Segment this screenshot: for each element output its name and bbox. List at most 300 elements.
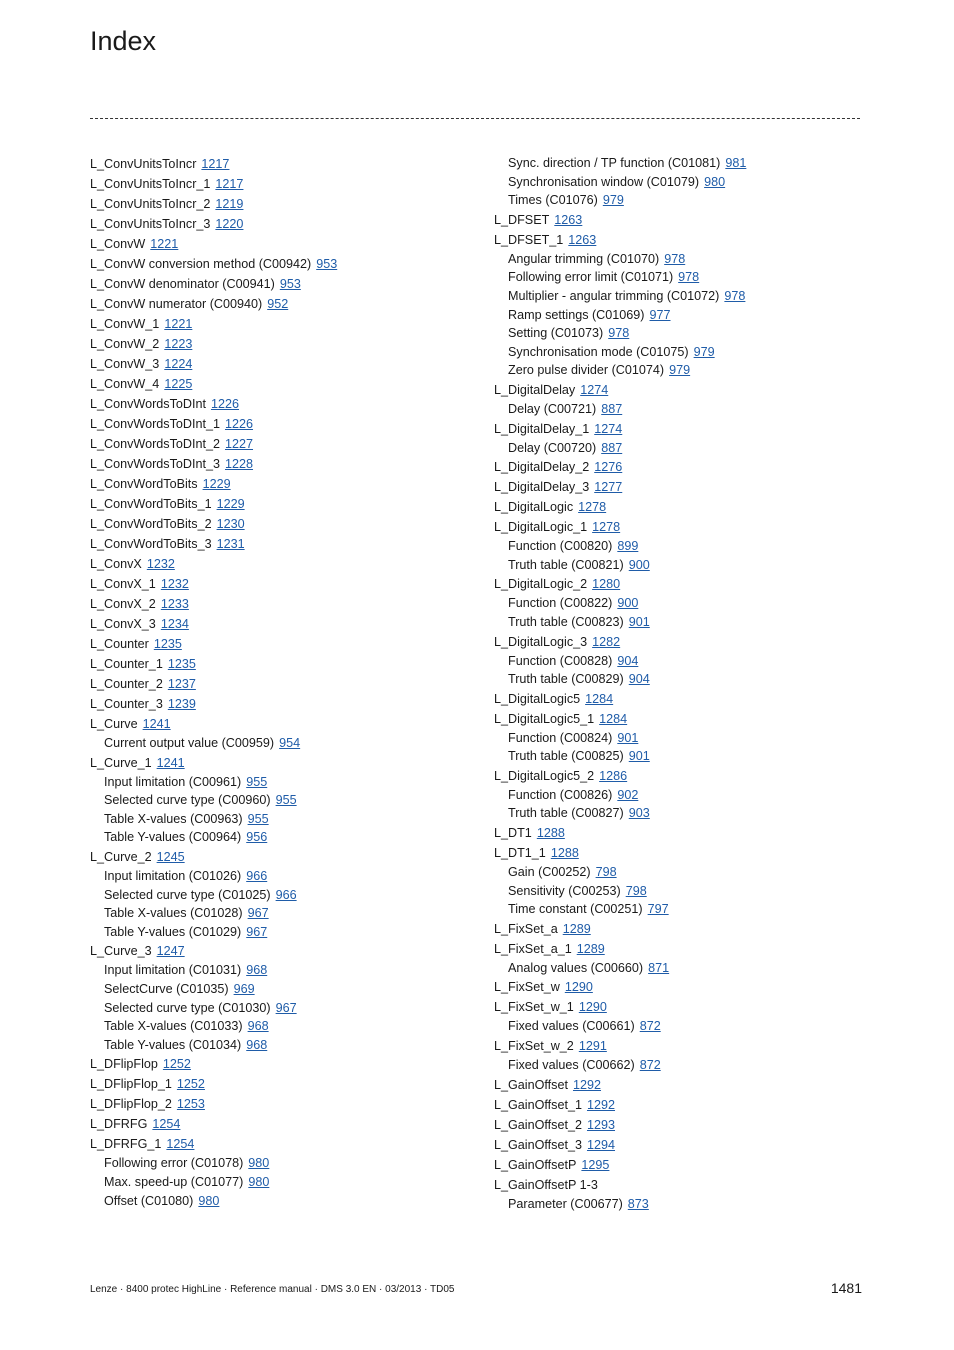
page-reference-link[interactable]: 968 — [247, 1019, 269, 1034]
index-entry — [494, 1075, 874, 1095]
page-reference-link[interactable]: 980 — [248, 1156, 270, 1171]
index-term: L_ConvW conversion method (C00942) — [90, 257, 312, 271]
index-term: Ramp settings (C01069) — [508, 307, 645, 322]
index-term: L_FixSet_a — [494, 921, 558, 936]
index-entry — [494, 709, 874, 729]
page-reference-link[interactable]: 1221 — [150, 237, 179, 251]
footer-document-info: Lenze · 8400 protec HighLine · Reference manual · DMS 3.0 EN · 03/2013 · TD05 — [90, 1284, 455, 1295]
page-reference-link[interactable]: 980 — [248, 1174, 270, 1189]
index-term: L_GainOffset_1 — [494, 1097, 582, 1112]
index-term: L_DFRFG_1 — [90, 1137, 162, 1152]
index-term: L_GainOffset_2 — [494, 1117, 582, 1132]
index-term: Setting (C01073) — [508, 326, 604, 341]
page-reference-link[interactable]: 887 — [601, 401, 623, 416]
page-reference-link[interactable]: 1225 — [164, 377, 193, 391]
index-entry — [90, 1094, 470, 1114]
index-term: L_DFRFG — [90, 1117, 148, 1132]
index-term: L_ConvWordsToDInt_3 — [90, 457, 220, 471]
index-term: L_ConvWordToBits_3 — [90, 537, 212, 551]
index-subentry — [494, 173, 874, 192]
page-reference-link[interactable]: 903 — [628, 806, 650, 821]
page-reference-link[interactable]: 798 — [625, 883, 647, 898]
index-term: Sensitivity (C00253) — [508, 883, 621, 898]
index-entry — [494, 574, 874, 594]
index-subentry — [494, 400, 874, 419]
index-entry — [494, 689, 874, 709]
page-reference-link[interactable]: 1233 — [160, 597, 189, 611]
page-reference-link[interactable]: 967 — [247, 906, 269, 921]
page-reference-link[interactable]: 978 — [678, 270, 700, 285]
page-reference-link[interactable]: 1288 — [536, 826, 565, 841]
page-reference-link[interactable]: 904 — [628, 672, 650, 687]
page-reference-link[interactable]: 1217 — [215, 177, 244, 191]
index-entry — [90, 941, 470, 961]
index-term: L_GainOffset_3 — [494, 1137, 582, 1152]
index-subentry — [494, 747, 874, 766]
index-term: Function (C00826) — [508, 787, 613, 802]
page-reference-link[interactable]: 966 — [246, 868, 268, 883]
index-term: Delay (C00721) — [508, 401, 597, 416]
index-subentry — [90, 1017, 470, 1036]
page-reference-link[interactable]: 978 — [664, 251, 686, 266]
index-entry — [90, 194, 470, 214]
index-subentry — [494, 1017, 874, 1036]
page-reference-link[interactable]: 1288 — [550, 846, 579, 861]
index-subentry — [90, 886, 470, 905]
index-entry — [90, 1054, 470, 1074]
page-reference-link[interactable]: 1229 — [202, 477, 231, 491]
index-entry — [90, 234, 470, 254]
index-subentry — [494, 652, 874, 671]
index-entry — [90, 1114, 470, 1134]
index-subentry — [494, 882, 874, 901]
index-term: L_DFSET_1 — [494, 232, 564, 247]
page-reference-link[interactable]: 1231 — [216, 537, 245, 551]
page-title: Index — [90, 26, 157, 56]
index-term: Time constant (C00251) — [508, 902, 643, 917]
page-reference-link[interactable]: 1274 — [594, 421, 623, 436]
index-subentry — [90, 773, 470, 792]
index-entry — [494, 766, 874, 786]
index-term: L_ConvW_2 — [90, 337, 160, 351]
page-reference-link[interactable]: 901 — [617, 730, 639, 745]
index-term: L_ConvWordToBits_2 — [90, 517, 212, 531]
index-term: L_ConvW denominator (C00941) — [90, 277, 275, 291]
index-term: L_GainOffsetP — [494, 1157, 577, 1172]
index-term: L_DFlipFlop_1 — [90, 1077, 172, 1092]
page-reference-link[interactable]: 969 — [233, 981, 255, 996]
page-reference-link[interactable]: 1289 — [576, 941, 605, 956]
page-reference-link[interactable]: 978 — [608, 326, 630, 341]
index-term: L_ConvWordToBits_1 — [90, 497, 212, 511]
page-reference-link[interactable]: 953 — [316, 257, 338, 271]
page-reference-link[interactable]: 955 — [246, 774, 268, 789]
page-reference-link[interactable]: 901 — [628, 614, 650, 629]
index-entry — [494, 939, 874, 959]
page-reference-link[interactable]: 798 — [595, 865, 617, 880]
index-subentry — [494, 537, 874, 556]
index-entry — [90, 614, 470, 634]
page-reference-link[interactable]: 1294 — [586, 1137, 616, 1152]
index-subentry — [494, 343, 874, 362]
index-term: Table X-values (C01028) — [104, 906, 243, 921]
index-entry — [494, 843, 874, 863]
index-entry — [494, 419, 874, 439]
index-term: Angular trimming (C01070) — [508, 251, 660, 266]
index-term: Truth table (C00825) — [508, 749, 624, 764]
index-entry — [494, 1036, 874, 1056]
page-reference-link[interactable]: 1277 — [594, 480, 623, 495]
index-term: L_DigitalLogic5 — [494, 691, 581, 706]
page-reference-link[interactable]: 797 — [647, 902, 669, 917]
index-subentry — [90, 923, 470, 942]
page-reference-link[interactable]: 978 — [724, 288, 746, 303]
page-reference-link[interactable]: 952 — [267, 297, 289, 311]
page-reference-link[interactable]: 1226 — [224, 417, 254, 431]
page-reference-link[interactable]: 1253 — [176, 1097, 205, 1112]
index-term: L_DigitalDelay_1 — [494, 421, 590, 436]
index-entry — [494, 230, 874, 250]
index-subentry — [494, 306, 874, 325]
index-entry — [90, 254, 470, 274]
page-reference-link[interactable]: 1219 — [215, 197, 244, 211]
index-term: L_Curve — [90, 717, 138, 731]
index-subentry — [494, 268, 874, 287]
page-reference-link[interactable]: 1234 — [160, 617, 189, 631]
index-entry — [90, 354, 470, 374]
page-reference-link[interactable]: 1230 — [216, 517, 245, 531]
index-entry — [494, 823, 874, 843]
index-term: Table Y-values (C00964) — [104, 830, 242, 845]
index-entry — [90, 214, 470, 234]
index-subentry — [494, 959, 874, 978]
index-term: Zero pulse divider (C01074) — [508, 363, 665, 378]
index-term: L_ConvX_1 — [90, 577, 156, 591]
index-term: Parameter (C00677) — [508, 1196, 623, 1211]
index-term: L_DFSET — [494, 212, 550, 227]
index-term: Offset (C01080) — [104, 1193, 194, 1208]
index-entry — [90, 753, 470, 773]
index-term: L_ConvX_2 — [90, 597, 156, 611]
index-term: L_Counter_1 — [90, 657, 163, 671]
page-reference-link[interactable]: 1239 — [167, 697, 196, 711]
page-reference-link[interactable]: 1235 — [167, 657, 196, 671]
index-entry — [90, 574, 470, 594]
page-reference-link[interactable]: 1217 — [201, 157, 230, 171]
index-term: L_DigitalLogic5_2 — [494, 768, 595, 783]
index-term: Gain (C00252) — [508, 865, 591, 880]
index-entry — [90, 174, 470, 194]
index-subentry — [494, 1195, 874, 1214]
page-reference-link[interactable]: 1241 — [156, 755, 185, 770]
index-entry — [494, 1115, 874, 1135]
index-term: Table Y-values (C01029) — [104, 924, 242, 939]
page-reference-link[interactable]: 1276 — [594, 460, 623, 475]
page-reference-link[interactable]: 872 — [639, 1058, 661, 1073]
page-reference-link[interactable]: 1254 — [152, 1117, 181, 1132]
index-entry — [90, 534, 470, 554]
index-subentry — [90, 999, 470, 1018]
index-term: Selected curve type (C01030) — [104, 1000, 271, 1015]
page-reference-link[interactable]: 955 — [275, 793, 297, 808]
index-subentry — [90, 1192, 470, 1211]
page-reference-link[interactable]: 967 — [275, 1000, 297, 1015]
page-reference-link[interactable]: 967 — [246, 924, 268, 939]
index-term: Selected curve type (C00960) — [104, 793, 271, 808]
page-reference-link[interactable]: 901 — [628, 749, 650, 764]
index-term: Times (C01076) — [508, 193, 598, 208]
page-reference-link[interactable]: 954 — [279, 736, 301, 750]
index-subentry — [90, 961, 470, 980]
index-term: L_DT1_1 — [494, 846, 546, 861]
page-reference-link[interactable]: 1295 — [581, 1157, 610, 1172]
page-reference-link[interactable]: 899 — [617, 539, 639, 554]
page-reference-link[interactable]: 1223 — [164, 337, 193, 351]
page-reference-link[interactable]: 1274 — [580, 382, 609, 397]
page-reference-link[interactable]: 1280 — [592, 577, 621, 592]
page-reference-link[interactable]: 953 — [279, 277, 301, 291]
index-subentry — [90, 734, 470, 753]
page-reference-link[interactable]: 1282 — [592, 634, 621, 649]
index-term: Fixed values (C00662) — [508, 1058, 635, 1073]
index-term: L_ConvWordsToDInt_1 — [90, 417, 220, 431]
page-reference-link[interactable]: 980 — [704, 174, 726, 189]
index-term: Table Y-values (C01034) — [104, 1037, 242, 1052]
index-entry — [90, 1074, 470, 1094]
page-reference-link[interactable]: 979 — [669, 363, 691, 378]
page-reference-link[interactable]: 902 — [617, 787, 639, 802]
page-reference-link[interactable]: 968 — [246, 963, 268, 978]
index-term: L_FixSet_a_1 — [494, 941, 572, 956]
page-reference-link[interactable]: 1245 — [156, 849, 185, 864]
index-term: L_DT1 — [494, 826, 532, 841]
index-subentry — [90, 980, 470, 999]
index-term: L_ConvWordsToDInt_2 — [90, 437, 220, 451]
page-reference-link[interactable]: 977 — [649, 307, 671, 322]
page-reference-link[interactable]: 1235 — [153, 637, 182, 651]
index-term: L_ConvW — [90, 237, 146, 251]
page-reference-link[interactable]: 872 — [639, 1019, 661, 1034]
index-subentry — [494, 154, 874, 173]
page-reference-link[interactable]: 981 — [725, 156, 747, 170]
index-term: Analog values (C00660) — [508, 960, 644, 975]
index-entry — [494, 1155, 874, 1175]
index-term: Function (C00820) — [508, 539, 613, 554]
index-subentry — [494, 1056, 874, 1075]
index-entry — [90, 434, 470, 454]
page-reference-link[interactable]: 900 — [617, 596, 639, 611]
index-term: L_DigitalDelay — [494, 382, 576, 397]
index-term: Truth table (C00823) — [508, 614, 624, 629]
page-reference-link[interactable]: 1289 — [562, 921, 591, 936]
page-reference-link[interactable]: 1247 — [156, 944, 185, 959]
index-term: L_ConvX_3 — [90, 617, 156, 631]
index-subentry — [494, 786, 874, 805]
index-entry — [494, 632, 874, 652]
index-term: Synchronisation mode (C01075) — [508, 344, 689, 359]
index-entry — [90, 414, 470, 434]
index-term: L_DigitalLogic5_1 — [494, 711, 595, 726]
index-term: L_ConvX — [90, 557, 142, 571]
index-term: L_ConvW_4 — [90, 377, 160, 391]
page-reference-link[interactable]: 904 — [617, 653, 639, 668]
page-reference-link[interactable]: 1263 — [568, 232, 597, 247]
page-reference-link[interactable]: 887 — [601, 440, 623, 455]
index-entry — [494, 380, 874, 400]
index-subentry — [90, 791, 470, 810]
index-term: Following error (C01078) — [104, 1156, 244, 1171]
index-entry — [90, 847, 470, 867]
page-reference-link[interactable]: 1220 — [215, 217, 244, 231]
index-entry — [494, 997, 874, 1017]
index-entry — [494, 1135, 874, 1155]
index-term: L_ConvUnitsToIncr_3 — [90, 217, 211, 231]
index-entry — [90, 654, 470, 674]
index-term: L_DigitalLogic_2 — [494, 577, 588, 592]
page-reference-link[interactable]: 1241 — [142, 717, 171, 731]
index-subentry — [494, 900, 874, 919]
index-subentry — [90, 904, 470, 923]
index-term: L_DigitalDelay_2 — [494, 460, 590, 475]
index-term: L_FixSet_w — [494, 980, 560, 995]
index-entry — [90, 674, 470, 694]
index-entry — [90, 274, 470, 294]
page-reference-link[interactable]: 1237 — [167, 677, 196, 691]
page-reference-link[interactable]: 956 — [246, 830, 268, 845]
index-term: L_DigitalLogic_3 — [494, 634, 588, 649]
page-reference-link[interactable]: 1278 — [592, 520, 621, 535]
page-reference-link[interactable]: 1292 — [572, 1077, 602, 1092]
index-entry — [494, 1175, 874, 1195]
index-term: L_DigitalLogic_1 — [494, 520, 588, 535]
index-subentry — [494, 191, 874, 210]
index-entry — [90, 634, 470, 654]
index-entry — [90, 714, 470, 734]
index-term: Truth table (C00827) — [508, 806, 624, 821]
index-entry — [90, 694, 470, 714]
index-term: L_DFlipFlop_2 — [90, 1097, 172, 1112]
page-reference-link[interactable]: 1226 — [210, 397, 239, 411]
page-reference-link[interactable]: 1221 — [164, 317, 193, 331]
index-column-left — [90, 154, 470, 1210]
index-subentry — [90, 1036, 470, 1055]
index-subentry — [90, 867, 470, 886]
index-term: L_ConvWordToBits — [90, 477, 198, 491]
page-reference-link[interactable]: 873 — [627, 1196, 649, 1211]
page-reference-link[interactable]: 980 — [198, 1193, 220, 1208]
index-term: L_ConvUnitsToIncr — [90, 157, 197, 171]
index-entry — [90, 494, 470, 514]
page-reference-link[interactable]: 1284 — [585, 691, 614, 706]
index-term: L_GainOffsetP 1-3 — [494, 1177, 598, 1192]
index-term: L_ConvW numerator (C00940) — [90, 297, 263, 311]
index-subentry — [90, 810, 470, 829]
index-term: L_GainOffset — [494, 1077, 568, 1092]
index-entry — [494, 477, 874, 497]
index-term: Table X-values (C01033) — [104, 1019, 243, 1034]
index-entry — [494, 977, 874, 997]
index-term: L_Curve_1 — [90, 755, 152, 770]
page-reference-link[interactable]: 1228 — [224, 457, 254, 471]
index-subentry — [494, 594, 874, 613]
page-reference-link[interactable]: 1290 — [564, 980, 593, 995]
header-divider — [90, 118, 860, 119]
index-term: Input limitation (C00961) — [104, 774, 242, 789]
page-reference-link[interactable]: 979 — [693, 344, 715, 359]
index-term: Multiplier - angular trimming (C01072) — [508, 288, 720, 303]
page-reference-link[interactable]: 1263 — [554, 212, 583, 227]
page-reference-link[interactable]: 1252 — [162, 1057, 191, 1072]
page-reference-link[interactable]: 966 — [275, 887, 297, 902]
index-term: L_Counter_2 — [90, 677, 163, 691]
index-term: Truth table (C00821) — [508, 557, 624, 572]
index-subentry — [90, 1154, 470, 1173]
index-column-right — [494, 154, 874, 1213]
page-reference-link[interactable]: 1291 — [578, 1039, 607, 1054]
index-term: L_Counter — [90, 637, 149, 651]
index-term: L_ConvUnitsToIncr_1 — [90, 177, 211, 191]
index-entry — [90, 454, 470, 474]
page-reference-link[interactable]: 900 — [628, 557, 650, 572]
index-entry — [494, 497, 874, 517]
index-subentry — [494, 287, 874, 306]
page-reference-link[interactable]: 1227 — [224, 437, 254, 451]
page-reference-link[interactable]: 871 — [648, 960, 670, 975]
index-subentry — [494, 863, 874, 882]
index-term: Current output value (C00959) — [104, 736, 275, 750]
page-reference-link[interactable]: 1252 — [176, 1077, 205, 1092]
index-entry — [90, 154, 470, 174]
index-term: L_ConvUnitsToIncr_2 — [90, 197, 211, 211]
page-reference-link[interactable]: 1254 — [166, 1137, 195, 1152]
index-subentry — [494, 361, 874, 380]
page-reference-link[interactable]: 1284 — [599, 711, 628, 726]
index-term: L_Curve_3 — [90, 944, 152, 959]
page-reference-link[interactable]: 968 — [246, 1037, 268, 1052]
page-reference-link[interactable]: 955 — [247, 811, 269, 826]
page-reference-link[interactable]: 1232 — [146, 557, 175, 571]
index-term: L_ConvWordsToDInt — [90, 397, 206, 411]
index-term: Selected curve type (C01025) — [104, 887, 271, 902]
index-term: Following error limit (C01071) — [508, 270, 674, 285]
page-reference-link[interactable]: 1293 — [586, 1117, 616, 1132]
index-entry — [90, 394, 470, 414]
index-term: L_Counter_3 — [90, 697, 163, 711]
page-number: 1481 — [830, 1280, 862, 1296]
index-entry — [90, 554, 470, 574]
page-reference-link[interactable]: 1232 — [160, 577, 189, 591]
index-entry — [494, 1095, 874, 1115]
index-subentry — [90, 828, 470, 847]
index-entry — [494, 919, 874, 939]
index-entry — [494, 457, 874, 477]
index-entry — [90, 594, 470, 614]
index-term: Delay (C00720) — [508, 440, 597, 455]
page-reference-link[interactable]: 1290 — [578, 1000, 607, 1015]
page-reference-link[interactable]: 1229 — [216, 497, 245, 511]
index-term: Function (C00828) — [508, 653, 613, 668]
index-term: Function (C00822) — [508, 596, 613, 611]
index-term: Table X-values (C00963) — [104, 811, 243, 826]
index-entry — [90, 314, 470, 334]
index-subentry — [494, 250, 874, 269]
index-term: Sync. direction / TP function (C01081) — [508, 156, 721, 170]
page-reference-link[interactable]: 1286 — [599, 768, 628, 783]
page-reference-link[interactable]: 1292 — [586, 1097, 616, 1112]
page-reference-link[interactable]: 979 — [602, 193, 624, 208]
page-reference-link[interactable]: 1278 — [578, 500, 607, 515]
page-reference-link[interactable]: 1224 — [164, 357, 193, 371]
